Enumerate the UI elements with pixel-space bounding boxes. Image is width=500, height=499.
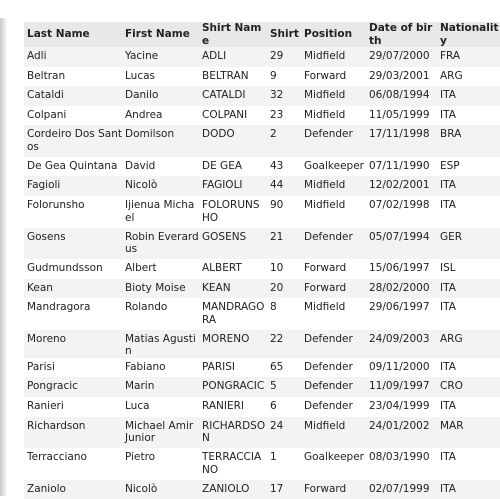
squad-table (24, 22, 500, 499)
cell-shirt-name: MORENO (202, 332, 250, 345)
table-row[interactable] (24, 259, 500, 279)
table-row[interactable] (24, 417, 500, 449)
cell-shirt-number: 20 (270, 281, 284, 294)
cell-shirt-number: 8 (270, 301, 277, 314)
cell-position: Midfield (304, 50, 346, 62)
cell-date-of-birth: 15/06/1997 (369, 262, 430, 275)
cell-shirt-name: RICHARDSON (202, 419, 266, 445)
cell-position: Defender (304, 399, 353, 412)
table-row[interactable] (24, 330, 500, 358)
table-header-row (24, 22, 500, 47)
cell-first-name: Bioty Moise (125, 281, 186, 294)
cell-position: Forward (304, 281, 347, 294)
cell-first-name: Ijienua Michael (125, 199, 195, 224)
cell-position: Defender (304, 128, 353, 141)
cell-nationality: FRA (440, 50, 461, 62)
cell-position: Forward (304, 482, 347, 495)
cell-nationality: ITA (440, 281, 456, 294)
cell-shirt-number: 10 (270, 262, 284, 275)
cell-shirt-name: KEAN (202, 281, 231, 294)
cell-date-of-birth: 11/05/1999 (369, 108, 430, 121)
page-top-background (0, 0, 500, 18)
cell-nationality: ITA (440, 451, 456, 464)
cell-date-of-birth: 07/02/1998 (369, 199, 430, 212)
table-row[interactable] (24, 377, 500, 397)
cell-date-of-birth: 17/11/1998 (369, 128, 430, 141)
cell-nationality: ITA (440, 89, 456, 102)
cell-shirt-name: ADLI (202, 50, 227, 62)
cell-date-of-birth: 11/09/1997 (369, 380, 430, 393)
cell-nationality: ITA (440, 179, 456, 192)
cell-last-name: Parisi (27, 360, 55, 373)
cell-date-of-birth: 05/07/1994 (369, 230, 430, 243)
table-row[interactable] (24, 86, 500, 106)
cell-shirt-number: 6 (270, 399, 277, 412)
table-row[interactable] (24, 157, 500, 177)
cell-first-name: Fabiano (125, 360, 166, 373)
header-first-name[interactable]: First Name (122, 22, 199, 47)
cell-last-name: Pongracic (27, 380, 78, 393)
cell-last-name: Richardson (27, 419, 86, 432)
cell-shirt-name: TERRACCIANO (202, 451, 262, 476)
cell-nationality: BRA (440, 128, 462, 141)
cell-shirt-number: 21 (270, 230, 284, 243)
cell-position: Midfield (304, 89, 346, 102)
table-row[interactable] (24, 448, 500, 480)
cell-date-of-birth: 29/03/2001 (369, 69, 430, 82)
cell-date-of-birth: 29/06/1997 (369, 301, 430, 314)
cell-first-name: Lucas (125, 69, 155, 82)
cell-shirt-number: 9 (270, 69, 277, 82)
header-nationality[interactable]: Nationality (437, 22, 500, 47)
cell-shirt-number: 1 (270, 451, 277, 464)
cell-nationality: ITA (440, 399, 456, 412)
cell-date-of-birth: 08/03/1990 (369, 451, 430, 464)
cell-date-of-birth: 06/08/1994 (369, 89, 430, 102)
cell-nationality: ISL (440, 262, 456, 275)
header-shirt-name[interactable]: Shirt Name (199, 22, 267, 47)
cell-last-name: Colpani (27, 108, 67, 121)
cell-date-of-birth: 24/01/2002 (369, 419, 430, 432)
cell-last-name: Kean (27, 281, 53, 294)
cell-last-name: Fagioli (27, 179, 61, 192)
cell-shirt-number: 22 (270, 332, 284, 345)
cell-shirt-number: 24 (270, 419, 284, 432)
cell-date-of-birth: 02/07/1999 (369, 482, 430, 495)
cell-first-name: Matias Agustin (125, 332, 196, 358)
cell-date-of-birth: 12/02/2001 (369, 179, 430, 192)
cell-position: Midfield (304, 108, 346, 121)
cell-nationality: MAR (440, 419, 464, 432)
cell-shirt-name: MANDRAGORA (202, 301, 265, 326)
cell-date-of-birth: 23/04/1999 (369, 399, 430, 412)
cell-last-name: Beltran (27, 69, 66, 82)
window-left-edge (0, 18, 8, 496)
cell-position: Goalkeeper (304, 451, 364, 464)
cell-last-name: Ranieri (27, 399, 64, 412)
cell-nationality: ITA (440, 108, 456, 121)
cell-shirt-number: 23 (270, 108, 284, 121)
cell-nationality: GER (440, 230, 463, 243)
cell-shirt-name: FAGIOLI (202, 179, 243, 192)
cell-shirt-number: 44 (270, 179, 284, 192)
cell-nationality: ITA (440, 199, 456, 212)
header-position[interactable]: Position (301, 22, 366, 47)
table-row[interactable] (24, 125, 500, 157)
cell-last-name: Zaniolo (27, 482, 66, 495)
table-row[interactable] (24, 298, 500, 330)
table-row[interactable] (24, 228, 500, 260)
cell-position: Midfield (304, 301, 346, 314)
cell-shirt-name: FOLORUNSHO (202, 199, 260, 224)
cell-nationality: ITA (440, 360, 456, 373)
cell-shirt-number: 29 (270, 50, 284, 62)
header-last-name[interactable]: Last Name (24, 22, 122, 47)
table-row[interactable] (24, 279, 500, 299)
cell-nationality: ITA (440, 301, 456, 314)
cell-position: Goalkeeper (304, 159, 364, 172)
cell-nationality: ESP (440, 159, 460, 172)
cell-shirt-name: ALBERT (202, 262, 242, 275)
table-row[interactable] (24, 176, 500, 196)
cell-last-name: Adli (27, 50, 47, 62)
cell-shirt-name: CATALDI (202, 89, 246, 102)
cell-first-name: Albert (125, 262, 157, 275)
cell-position: Forward (304, 69, 347, 82)
header-shirt[interactable]: Shirt (267, 22, 301, 47)
cell-shirt-name: PARISI (202, 360, 235, 373)
cell-last-name: Cordeiro Dos Santos (27, 128, 122, 153)
cell-shirt-name: COLPANI (202, 108, 248, 121)
cell-date-of-birth: 07/11/1990 (369, 159, 430, 172)
cell-position: Defender (304, 380, 353, 393)
cell-first-name: Pietro (125, 451, 156, 464)
cell-last-name: Mandragora (27, 301, 91, 314)
cell-shirt-name: RANIERI (202, 399, 245, 412)
cell-shirt-number: 43 (270, 159, 284, 172)
cell-last-name: Gosens (27, 230, 66, 243)
cell-last-name: Gudmundsson (27, 262, 103, 275)
cell-first-name: Yacine (125, 50, 159, 62)
cell-last-name: Cataldi (27, 89, 64, 102)
cell-nationality: ARG (440, 332, 463, 345)
table-row[interactable] (24, 480, 500, 499)
cell-first-name: Domilson (125, 128, 175, 141)
cell-last-name: Terracciano (27, 451, 87, 464)
cell-date-of-birth: 29/07/2000 (369, 50, 430, 62)
cell-nationality: CRO (440, 380, 463, 393)
cell-position: Forward (304, 262, 347, 275)
cell-shirt-name: DODO (202, 128, 235, 141)
cell-shirt-number: 65 (270, 360, 284, 373)
cell-position: Midfield (304, 179, 346, 192)
cell-position: Defender (304, 230, 353, 243)
table-row[interactable] (24, 196, 500, 228)
cell-shirt-number: 32 (270, 89, 284, 102)
cell-first-name: Robin Everardus (125, 230, 199, 256)
cell-first-name: Nicolò (125, 482, 158, 495)
cell-first-name: Marin (125, 380, 155, 393)
cell-shirt-number: 2 (270, 128, 277, 141)
header-date-of-birth[interactable]: Date of birth (366, 22, 437, 47)
cell-position: Midfield (304, 419, 346, 432)
table-row[interactable] (24, 67, 500, 87)
cell-last-name: Folorunsho (27, 199, 85, 212)
cell-date-of-birth: 24/09/2003 (369, 332, 430, 345)
cell-nationality: ARG (440, 69, 463, 82)
cell-first-name: Rolando (125, 301, 168, 314)
cell-first-name: Nicolò (125, 179, 158, 192)
cell-position: Midfield (304, 199, 346, 212)
cell-shirt-number: 90 (270, 199, 284, 212)
cell-date-of-birth: 28/02/2000 (369, 281, 430, 294)
cell-shirt-number: 5 (270, 380, 277, 393)
cell-nationality: ITA (440, 482, 456, 495)
table-row[interactable] (24, 47, 500, 67)
cell-first-name: Michael Amir Junior (125, 419, 194, 445)
table-row[interactable] (24, 358, 500, 378)
cell-shirt-name: PONGRACIC (202, 380, 265, 393)
cell-shirt-name: BELTRAN (202, 69, 249, 82)
cell-date-of-birth: 09/11/2000 (369, 360, 430, 373)
cell-first-name: Luca (125, 399, 150, 412)
table-row[interactable] (24, 397, 500, 417)
cell-shirt-number: 17 (270, 482, 284, 495)
cell-last-name: Moreno (27, 332, 67, 345)
cell-first-name: Andrea (125, 108, 163, 121)
cell-position: Defender (304, 360, 353, 373)
cell-first-name: Danilo (125, 89, 159, 102)
table-body (24, 47, 500, 499)
cell-shirt-name: ZANIOLO (202, 482, 250, 495)
cell-last-name: De Gea Quintana (27, 159, 118, 172)
cell-first-name: David (125, 159, 156, 172)
cell-position: Defender (304, 332, 353, 345)
cell-shirt-name: DE GEA (202, 159, 243, 172)
cell-shirt-name: GOSENS (202, 230, 247, 243)
table-row[interactable] (24, 106, 500, 126)
